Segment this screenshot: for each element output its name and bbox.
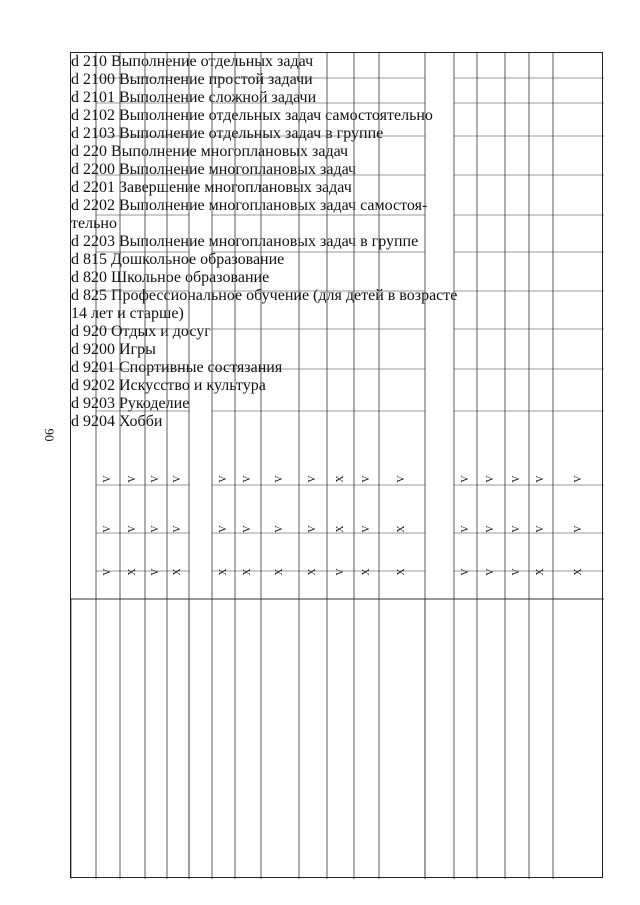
mark-v: V — [572, 475, 584, 483]
mark-v: V — [150, 475, 161, 483]
mark-x: X — [396, 568, 407, 576]
page-number: 90 — [42, 428, 57, 442]
row-label-text: d 815 Дошкольное образование — [71, 251, 285, 268]
row-label-text: тельно — [71, 215, 117, 232]
mark-v: V — [217, 525, 229, 533]
mark-v: V — [511, 525, 522, 533]
row-label-text: d 9204 Хобби — [71, 413, 163, 430]
mark-x: X — [242, 568, 253, 576]
row-label-text: d 2202 Выполнение многоплановых задач самостоя- — [71, 197, 428, 214]
mark-x: X — [572, 568, 584, 576]
mark-x: X — [126, 568, 138, 576]
mark-v: V — [217, 475, 229, 483]
mark-x: X — [334, 525, 346, 533]
mark-v: V — [307, 475, 318, 483]
mark-v: V — [360, 525, 372, 533]
mark-x: X — [307, 568, 318, 576]
mark-v: V — [459, 525, 471, 533]
mark-x: X — [217, 568, 229, 576]
table-grid-lines — [71, 53, 604, 879]
row-label-text: d 2100 Выполнение простой задачи — [71, 71, 313, 88]
section-header-text: d 920 Отдых и досуг — [71, 323, 211, 340]
row-label-text: d 2203 Выполнение многоплановых задач в группе — [71, 233, 419, 250]
mark-v: V — [150, 568, 161, 576]
mark-v: V — [172, 525, 183, 533]
mark-v: V — [459, 475, 471, 483]
row-label-text: d 825 Профессиональное обучение (для детей в возрасте — [71, 287, 458, 304]
mark-v: V — [535, 475, 546, 483]
mark-v: V — [485, 475, 496, 483]
row-label-text: d 9200 Игры — [71, 341, 156, 358]
mark-x: X — [172, 568, 183, 576]
mark-v: V — [307, 525, 318, 533]
mark-v: V — [459, 568, 471, 576]
row-label-text: d 9201 Спортивные состязания — [71, 359, 283, 376]
mark-v: V — [102, 568, 113, 576]
mark-v: V — [126, 525, 138, 533]
mark-v: V — [242, 525, 253, 533]
mark-v: V — [150, 525, 161, 533]
row-label-text: 14 лет и старше) — [71, 305, 184, 322]
mark-v: V — [102, 525, 113, 533]
mark-x: X — [360, 568, 372, 576]
mark-v: V — [535, 525, 546, 533]
mark-x: X — [535, 568, 546, 576]
mark-v: V — [485, 568, 496, 576]
mark-v: V — [274, 475, 285, 483]
mark-v: V — [572, 525, 584, 533]
row-label-text: d 820 Школьное образование — [71, 269, 270, 286]
row-label-text: d 2101 Выполнение сложной задачи — [71, 89, 317, 106]
row-label-text: d 2102 Выполнение отдельных задач самостоятельно — [71, 107, 433, 124]
row-label-text: d 2201 Завершение многоплановых задач — [71, 179, 352, 196]
row-label-text: d 9202 Искусство и культура — [71, 377, 266, 394]
mark-v: V — [485, 525, 496, 533]
row-label-text: d 2103 Выполнение отдельных задач в группе — [71, 125, 384, 142]
row-label-text: d 9203 Рукоделие — [71, 395, 190, 412]
mark-v: V — [511, 475, 522, 483]
mark-v: V — [360, 475, 372, 483]
section-header-text: d 220 Выполнение многоплановых задач — [71, 143, 349, 160]
row-label-text: d 2200 Выполнение многоплановых задач — [71, 161, 357, 178]
mark-v: V — [172, 475, 183, 483]
mark-v: V — [334, 568, 346, 576]
mark-v: V — [274, 525, 285, 533]
mark-v: V — [242, 475, 253, 483]
mark-x: X — [396, 525, 407, 533]
mark-x: X — [334, 475, 346, 483]
section-header-text: d 210 Выполнение отдельных задач — [71, 53, 314, 70]
mark-v: V — [102, 475, 113, 483]
mark-x: X — [274, 568, 285, 576]
mark-v: V — [126, 475, 138, 483]
assessment-table — [70, 52, 603, 878]
mark-v: V — [511, 568, 522, 576]
mark-v: V — [396, 475, 407, 483]
